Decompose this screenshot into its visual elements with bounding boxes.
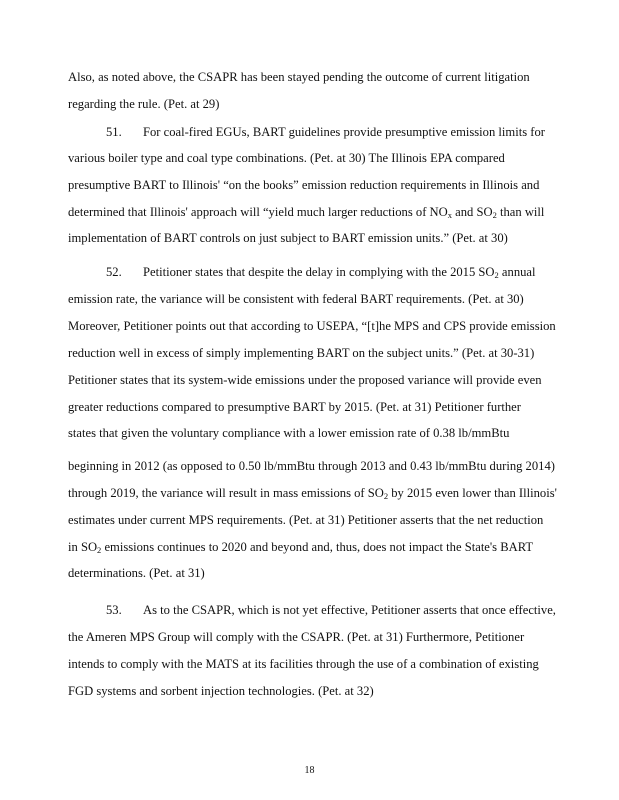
text-segment: Moreover, Petitioner points out that according to USEPA, “[t]he MPS and CPS provide emission: [68, 319, 556, 333]
text-line: [68, 566, 205, 580]
subscript: x: [447, 210, 452, 220]
paragraph-number: 51.: [106, 125, 122, 139]
subscript: 2: [494, 270, 499, 280]
subscript: 2: [383, 491, 389, 501]
page-number: 18: [304, 765, 315, 776]
text-segment: by 2015 even lower than Illinois': [388, 486, 557, 500]
text-segment: than will: [496, 205, 545, 219]
text-line: [143, 265, 536, 279]
text-line: [68, 426, 509, 440]
text-line: [68, 459, 555, 473]
text-segment: presumptive BART to Illinois' “on the books” emission reduction requirements in Illinois and: [68, 178, 540, 192]
text-segment: intends to comply with the MATS at its facilities through the use of a combination of existing: [68, 657, 539, 671]
paragraph-number: 52.: [106, 265, 122, 279]
text-segment: regarding the rule. (Pet. at 29): [68, 97, 220, 111]
text-line: [68, 513, 543, 527]
subscript: 2: [97, 545, 102, 555]
text-segment: greater reductions compared to presumptive BART by 2015. (Pet. at 31) Petitioner further: [68, 400, 521, 414]
text-line: [68, 684, 374, 698]
text-segment: states that given the voluntary compliance with a lower emission rate of 0.38 lb/mmBtu: [68, 426, 510, 440]
text-segment: As to the CSAPR, which is not yet effective, Petitioner asserts that once effective,: [143, 603, 556, 617]
text-line: [68, 540, 533, 554]
text-segment: implementation of BART controls on just subject to BART emission units.” (Pet. at 30): [68, 231, 508, 245]
subscript: 2: [492, 210, 497, 220]
text-line: [143, 125, 545, 139]
text-line: [68, 205, 544, 219]
text-line: [68, 178, 539, 192]
text-segment: beginning in 2012 (as opposed to 0.50 lb/mmBtu through 2013 and 0.43 lb/mmBtu during 2014): [68, 459, 555, 473]
text-line: [143, 603, 556, 617]
text-segment: estimates under current MPS requirements. (Pet. at 31) Petitioner asserts that the net reduction: [68, 513, 544, 527]
text-line: [68, 97, 219, 111]
text-line: [68, 151, 505, 165]
text-segment: and SO: [452, 205, 493, 219]
text-segment: various boiler type and coal type combinations. (Pet. at 30) The Illinois EPA compared: [68, 151, 505, 165]
text-line: [68, 346, 534, 360]
text-segment: determinations. (Pet. at 31): [68, 566, 205, 580]
text-line: [68, 319, 556, 333]
text-line: [68, 486, 557, 500]
text-segment: emission rate, the variance will be consistent with federal BART requirements. (Pet. at 30): [68, 292, 524, 306]
text-line: [68, 231, 508, 245]
text-segment: through 2019, the variance will result in mass emissions of SO: [68, 486, 384, 500]
text-segment: Also, as noted above, the CSAPR has been stayed pending the outcome of current litigation: [68, 70, 530, 84]
text-segment: Petitioner states that despite the delay in complying with the 2015 SO: [143, 265, 495, 279]
text-line: [68, 70, 530, 84]
text-segment: FGD systems and sorbent injection technologies. (Pet. at 32): [68, 684, 374, 698]
text-line: [68, 657, 539, 671]
text-segment: emissions continues to 2020 and beyond and, thus, does not impact the State's BART: [101, 540, 534, 554]
text-segment: the Ameren MPS Group will comply with the CSAPR. (Pet. at 31) Furthermore, Petitioner: [68, 630, 525, 644]
text-segment: For coal-fired EGUs, BART guidelines provide presumptive emission limits for: [143, 125, 545, 139]
text-segment: reduction well in excess of simply implementing BART on the subject units.” (Pet. at 30-31): [68, 346, 535, 360]
text-segment: determined that Illinois' approach will “yield much larger reductions of NO: [68, 205, 448, 219]
text-segment: Petitioner states that its system-wide emissions under the proposed variance will provide even: [68, 373, 542, 387]
text-line: [68, 400, 521, 414]
text-segment: in SO: [68, 540, 98, 554]
paragraph-number: 53.: [106, 603, 122, 617]
text-segment: annual: [498, 265, 536, 279]
text-line: [68, 630, 524, 644]
text-line: [68, 292, 524, 306]
text-line: [68, 373, 542, 387]
